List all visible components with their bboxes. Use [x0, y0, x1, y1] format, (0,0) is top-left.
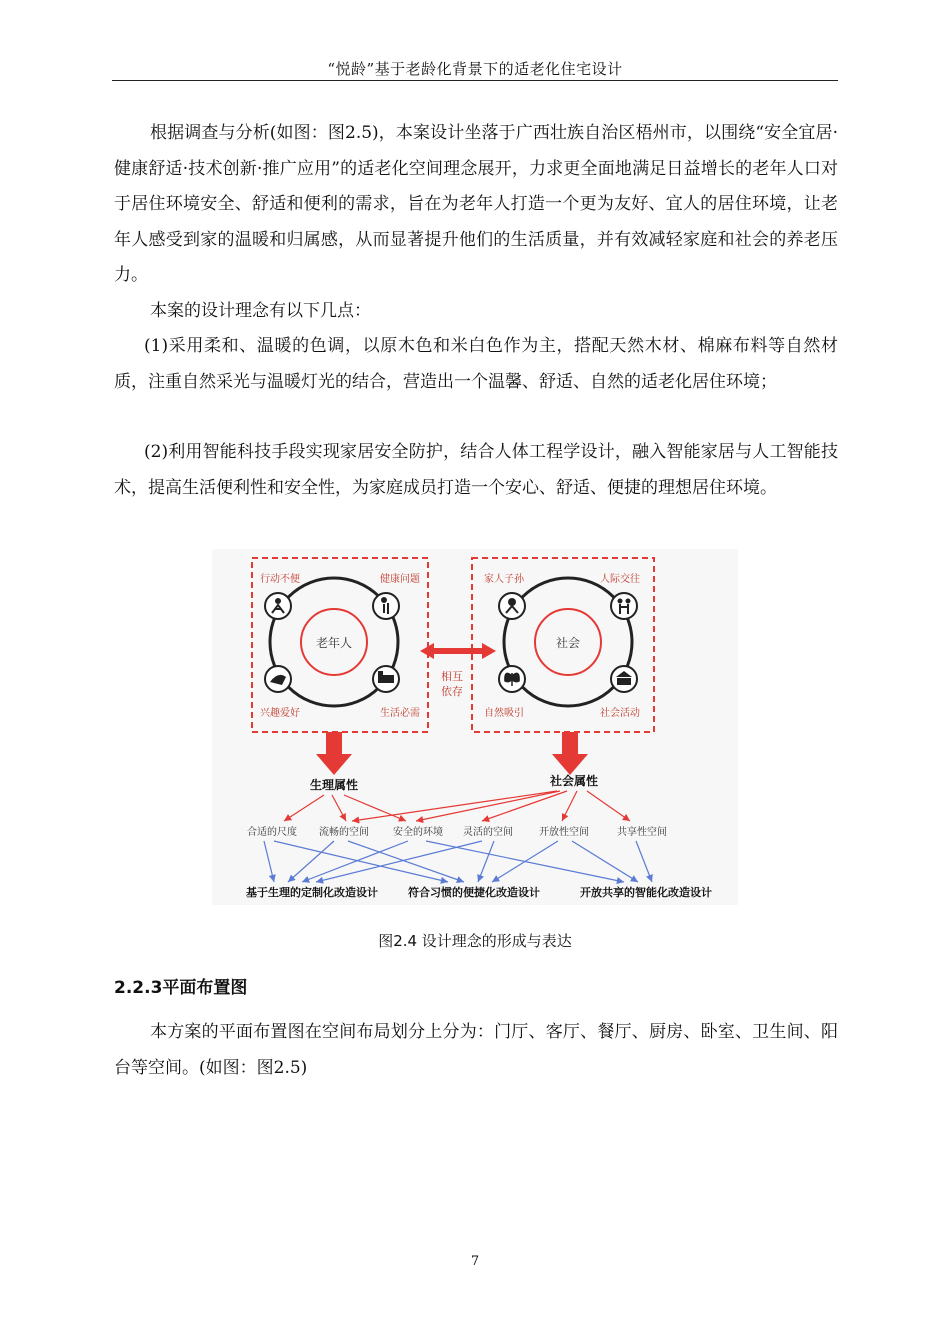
attr-social: 社会属性	[549, 774, 599, 788]
label-mutual-2: 依存	[441, 685, 463, 698]
left-down-arrow	[316, 732, 352, 775]
right-center-label: 社会	[555, 636, 581, 650]
design-concept-figure	[212, 549, 738, 905]
building-icon	[611, 666, 637, 692]
page-number: 7	[470, 1254, 480, 1269]
butterfly-icon	[499, 666, 525, 692]
paragraph-concept-1: (1)采用柔和、温暖的色调，以原木色和米白色作为主，搭配天然木材、棉麻布料等自然材质，注重自然采光与温暖灯光的结合，营造出一个温馨、舒适、自然的适老化居住环境；	[114, 336, 838, 392]
attr-physiological: 生理属性	[309, 778, 359, 792]
design-concept-diagram	[212, 549, 738, 905]
label-mobility: 行动不便	[260, 574, 300, 585]
paragraph-floor-plan: 本方案的平面布置图在空间布局划分上分为：门厅、客厅、餐厅、厨房、卧室、卫生间、阳台等空间。(如图：图2.5)	[114, 1022, 838, 1078]
section-heading: 2.2.3平面布置图	[114, 978, 248, 998]
paragraph-concepts-lead: 本案的设计理念有以下几点：	[150, 301, 371, 321]
space-shared: 共享性空间	[617, 827, 667, 838]
header-rule	[112, 80, 838, 81]
hobby-bird-icon	[265, 666, 291, 692]
social-people-icon	[611, 593, 637, 619]
health-icon	[373, 593, 399, 619]
space-smooth: 流畅的空间	[319, 827, 369, 838]
space-scale: 合适的尺度	[247, 827, 297, 838]
space-open: 开放性空间	[539, 827, 589, 838]
label-hobby: 兴趣爱好	[260, 708, 300, 719]
mutual-arrow	[420, 643, 496, 659]
right-down-arrow	[552, 732, 588, 775]
label-social-activity: 社会活动	[600, 708, 640, 719]
label-family: 家人子孙	[484, 574, 524, 585]
outcome-custom: 基于生理的定制化改造设计	[246, 886, 378, 899]
label-social-contact: 人际交往	[600, 574, 640, 585]
label-mutual-1: 相互	[441, 670, 463, 683]
label-necessity: 生活必需	[380, 708, 420, 719]
paragraph-concept-2: (2)利用智能科技手段实现家居安全防护，结合人体工程学设计，融入智能家居与人工智能技术，提高生活便利性和安全性，为家庭成员打造一个安心、舒适、便捷的理想居住环境。	[114, 442, 838, 498]
paragraph-intro: 根据调查与分析(如图：图2.5)，本案设计坐落于广西壮族自治区梧州市，以围绕“安全宜居·健康舒适·技术创新·推广应用”的适老化空间理念展开，力求更全面地满足日益增长的老年人口对于居住环境安全、舒适和便利的需求，旨在为老年人打造一个更为友好、宜人的居住环境，让老年人感受到家的温暖和归属感，从而显著提升他们的生活质量，并有效减轻家庭和社会的养老压力。	[114, 123, 838, 285]
page-header: “悦龄”基于老龄化背景下的适老化住宅设计	[327, 60, 623, 78]
space-flexible: 灵活的空间	[463, 827, 513, 838]
blue-arrow-group	[264, 841, 652, 882]
bed-icon	[373, 666, 399, 692]
label-nature: 自然吸引	[484, 708, 524, 719]
outcome-convenient: 符合习惯的便捷化改造设计	[408, 886, 540, 899]
red-arrow-group	[284, 791, 630, 821]
space-safe: 安全的环境	[393, 827, 443, 838]
figure-caption: 图2.4 设计理念的形成与表达	[378, 932, 572, 950]
outcome-smart: 开放共享的智能化改造设计	[580, 886, 712, 899]
left-center-label: 老年人	[315, 636, 353, 650]
family-child-icon	[499, 593, 525, 619]
label-health: 健康问题	[380, 574, 420, 585]
mobility-icon	[265, 593, 291, 619]
